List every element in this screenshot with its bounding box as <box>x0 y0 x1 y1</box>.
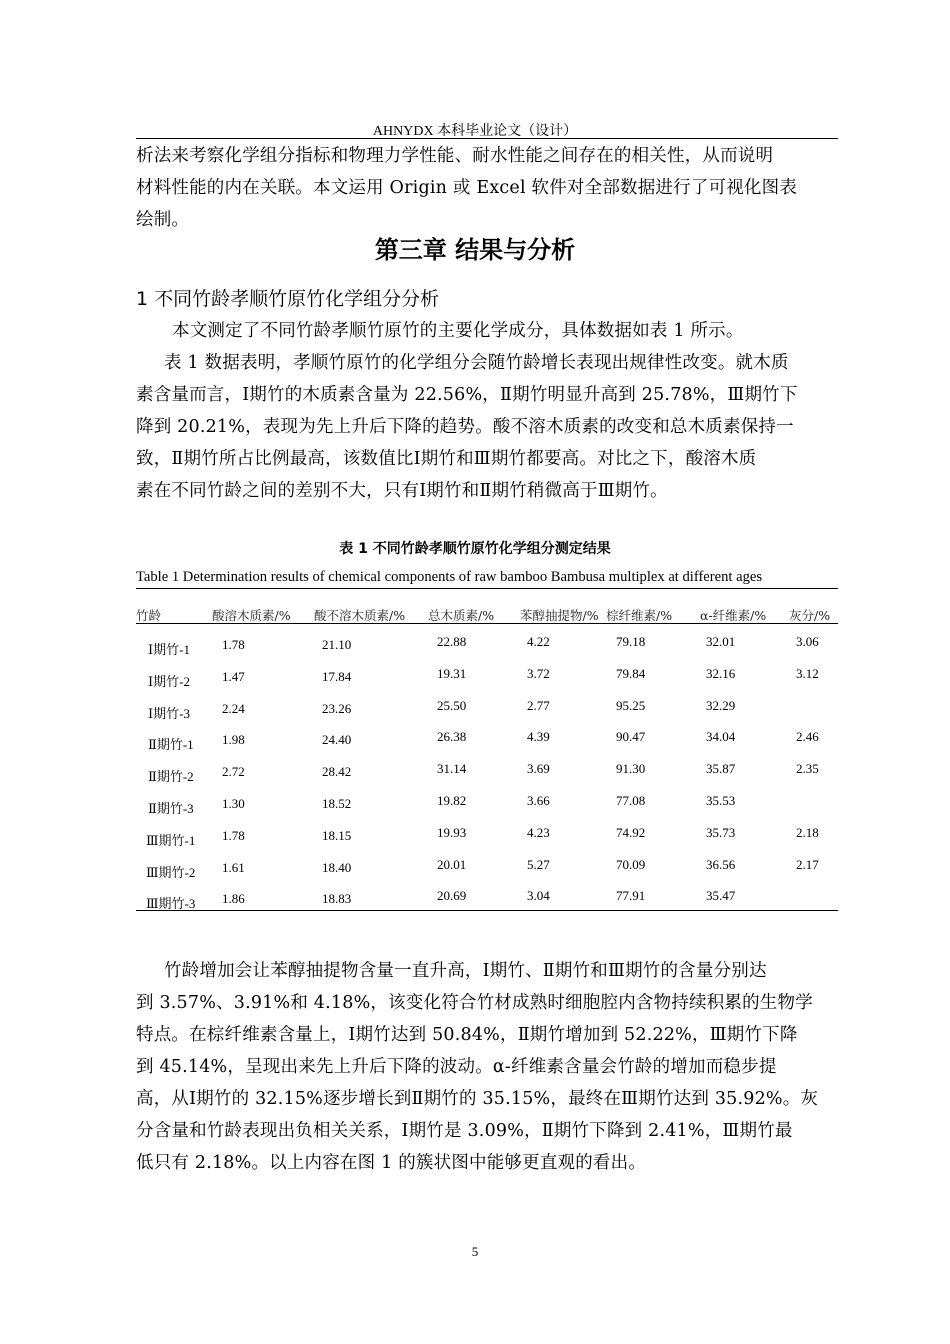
table-cell: 32.01 <box>706 634 736 649</box>
intro-paragraph <box>136 140 838 236</box>
row-label-cell: Ⅰ期竹-2 <box>148 673 190 689</box>
row-label-cell: Ⅲ期竹-1 <box>146 832 196 848</box>
table-cell: 20.01 <box>437 856 467 872</box>
section-heading: 1 不同竹龄孝顺竹原竹化学组分分析 <box>136 288 440 310</box>
table-cell: 26.38 <box>437 729 467 745</box>
text-line: 表 1 数据表明，孝顺竹原竹的化学组分会随竹龄增长表现出规律性改变。就木质 <box>164 353 789 373</box>
text-line: 降到 20.21%，表现为先上升后下降的趋势。酸不溶木质素的改变和总木质素保持一 <box>136 417 794 437</box>
text-line: 材料性能的内在关联。本文运用 Origin 或 Excel 软件对全部数据进行了可视化图表 <box>136 178 798 198</box>
page-number: 5 <box>471 1244 479 1259</box>
table-cell: 1.86 <box>222 891 245 907</box>
paragraph-3 <box>136 955 838 1179</box>
table-cell: 35.73 <box>706 824 736 840</box>
table-cell: 3.12 <box>796 665 819 681</box>
table-cell: 4.39 <box>527 729 550 745</box>
table-top-rule <box>136 588 838 589</box>
table-cell: 3.06 <box>796 634 819 649</box>
table-cell: 70.09 <box>616 856 646 872</box>
table-cell: 74.92 <box>616 824 646 840</box>
row-label-cell: Ⅱ期竹-1 <box>148 737 194 753</box>
table-cell: 77.91 <box>616 888 646 904</box>
column-header: 灰分/% <box>789 608 831 623</box>
table-cell: 35.47 <box>706 888 736 904</box>
table-cell: 2.17 <box>796 856 819 872</box>
table-cell: 79.84 <box>616 665 646 681</box>
table-cell: 18.15 <box>322 827 352 843</box>
table-cell: 35.53 <box>706 793 736 808</box>
table-cell: 3.04 <box>527 888 550 904</box>
paragraph-1 <box>136 315 838 347</box>
table-cell: 21.10 <box>322 637 352 652</box>
running-header: AHNYDX 本科毕业论文（设计） <box>372 124 578 139</box>
table-cell: 36.56 <box>706 856 736 872</box>
table-cell: 20.69 <box>437 888 467 904</box>
text-line: 析法来考察化学组分指标和物理力学性能、耐水性能之间存在的相关性，从而说明 <box>136 146 774 166</box>
row-label-cell: Ⅰ期竹-1 <box>148 642 190 657</box>
table-cell: 1.78 <box>222 827 245 843</box>
table-cell: 24.40 <box>322 732 352 748</box>
column-header: 总木质素/% <box>428 608 495 623</box>
text-line: 低只有 2.18%。以上内容在图 1 的簇状图中能够更直观的看出。 <box>136 1153 647 1173</box>
table-cell: 2.46 <box>796 729 819 745</box>
column-header: 酸不溶木质素/% <box>314 608 406 623</box>
column-header: 酸溶木质素/% <box>212 608 291 623</box>
table-cell: 4.22 <box>527 634 550 649</box>
table-cell: 2.72 <box>222 764 245 780</box>
paragraph-2 <box>136 347 838 507</box>
table-cell: 1.98 <box>222 732 245 748</box>
row-label-cell: Ⅲ期竹-2 <box>146 864 196 880</box>
text-line: 本文测定了不同竹龄孝顺竹原竹的主要化学成分，具体数据如表 1 所示。 <box>172 321 744 341</box>
table-cell: 2.18 <box>796 824 819 840</box>
table-cell: 2.24 <box>222 700 245 716</box>
table-cell: 19.93 <box>437 824 467 840</box>
table-cell: 19.82 <box>437 793 467 808</box>
row-label-cell: Ⅱ期竹-3 <box>148 801 194 816</box>
text-line: 绘制。 <box>136 210 190 230</box>
table-cell: 79.18 <box>616 634 646 649</box>
text-line: 素含量而言，Ⅰ期竹的木质素含量为 22.56%，Ⅱ期竹明显升高到 25.78%，Ⅲ期竹下 <box>136 385 798 405</box>
table-cell: 18.40 <box>322 859 352 875</box>
text-line: 分含量和竹龄表现出负相关关系，Ⅰ期竹是 3.09%，Ⅱ期竹下降到 2.41%，Ⅲ期竹最 <box>136 1121 793 1141</box>
chapter-title: 第三章 结果与分析 <box>374 236 576 264</box>
table-cell: 1.30 <box>222 796 245 811</box>
table-cell: 3.69 <box>527 761 550 777</box>
table-cell: 32.29 <box>706 697 736 713</box>
table-cell: 2.77 <box>527 697 550 713</box>
header-rule <box>136 138 838 139</box>
table-cell: 35.87 <box>706 761 736 777</box>
row-label-cell: Ⅰ期竹-3 <box>148 705 190 721</box>
table-cell: 25.50 <box>437 697 467 713</box>
column-header: 竹龄 <box>136 608 162 623</box>
table-cell: 4.23 <box>527 824 550 840</box>
table-bottom-rule <box>136 910 838 911</box>
text-line: 到 45.14%，呈现出来先上升后下降的波动。α-纤维素含量会竹龄的增加而稳步提 <box>136 1057 777 1077</box>
column-header: 棕纤维素/% <box>606 608 673 623</box>
table-cell: 1.61 <box>222 859 245 875</box>
text-line: 到 3.57%、3.91%和 4.18%，该变化符合竹材成熟时细胞腔内含物持续积累的生物学 <box>136 993 813 1013</box>
text-line: 致，Ⅱ期竹所占比例最高，该数值比Ⅰ期竹和Ⅲ期竹都要高。对比之下，酸溶木质 <box>136 449 757 469</box>
table-cell: 17.84 <box>322 668 352 684</box>
table-caption-en: Table 1 Determination results of chemical components of raw bamboo Bambusa multiplex at different ages <box>136 569 763 585</box>
row-label-cell: Ⅱ期竹-2 <box>148 769 194 785</box>
text-line: 高，从Ⅰ期竹的 32.15%逐步增长到Ⅱ期竹的 35.15%，最终在Ⅲ期竹达到 35.92%。灰 <box>136 1089 819 1109</box>
table-cell: 90.47 <box>616 729 646 745</box>
table-cell: 22.88 <box>437 634 467 649</box>
table-cell: 28.42 <box>322 764 352 780</box>
text-line: 竹龄增加会让苯醇抽提物含量一直升高，Ⅰ期竹、Ⅱ期竹和Ⅲ期竹的含量分别达 <box>164 961 767 981</box>
row-label-cell: Ⅲ期竹-3 <box>146 896 196 912</box>
table-cell: 91.30 <box>616 761 646 777</box>
table-caption-cn: 表 1 不同竹龄孝顺竹原竹化学组分测定结果 <box>339 541 611 557</box>
table-cell: 31.14 <box>437 761 467 777</box>
text-line: 特点。在棕纤维素含量上，Ⅰ期竹达到 50.84%，Ⅱ期竹增加到 52.22%，Ⅲ期竹下降 <box>136 1025 798 1045</box>
table-cell: 5.27 <box>527 856 550 872</box>
table-cell: 1.78 <box>222 637 245 652</box>
table-cell: 23.26 <box>322 700 352 716</box>
table-cell: 77.08 <box>616 793 646 808</box>
table-cell: 1.47 <box>222 668 245 684</box>
table-cell: 34.04 <box>706 729 736 745</box>
column-header: 苯醇抽提物/% <box>520 608 599 623</box>
text-line: 素在不同竹龄之间的差别不大，只有Ⅰ期竹和Ⅱ期竹稍微高于Ⅲ期竹。 <box>136 481 668 501</box>
table-cell: 18.83 <box>322 891 352 907</box>
table-cell: 18.52 <box>322 796 352 811</box>
table-cell: 2.35 <box>796 761 819 777</box>
table-cell: 3.66 <box>527 793 550 808</box>
column-header: α-纤维素/% <box>700 608 767 623</box>
table-cell: 95.25 <box>616 697 646 713</box>
table-cell: 32.16 <box>706 665 736 681</box>
table-cell: 19.31 <box>437 665 467 681</box>
table-cell: 3.72 <box>527 665 550 681</box>
